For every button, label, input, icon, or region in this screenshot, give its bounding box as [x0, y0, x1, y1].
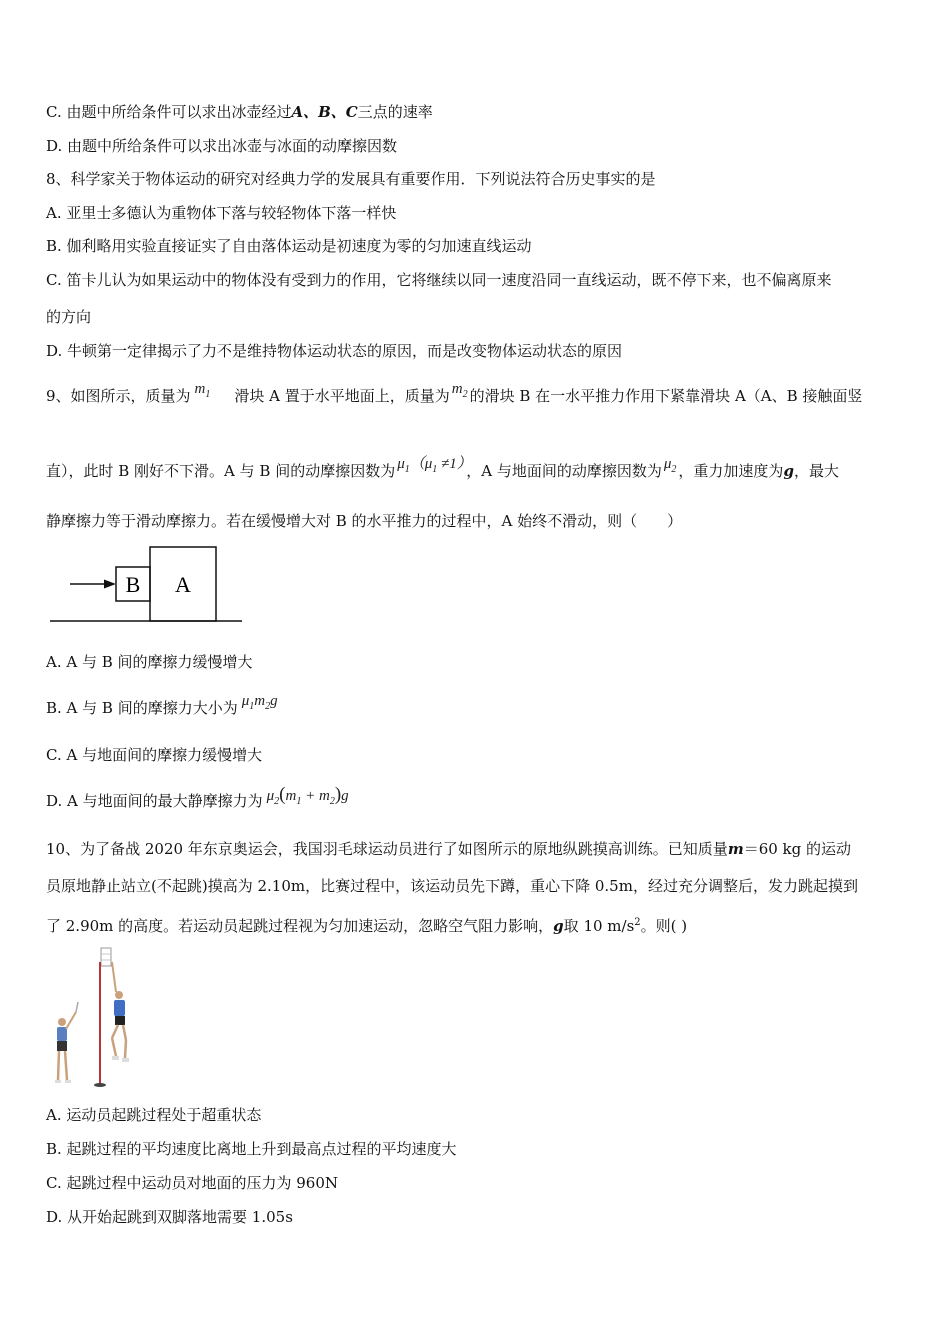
- jump-training-illustration: [46, 940, 146, 1090]
- mass-m2: $m_2$: [451, 381, 468, 400]
- q10-stem-line2: 员原地静止站立(不起跳)摸高为 2.10m，比赛过程中，该运动员先下蹲，重心下降 0.5m，经过充分调整后，发力跳起摸到: [46, 877, 858, 895]
- q8-stem: 8、科学家关于物体运动的研究对经典力学的发展具有重要作用．下列说法符合历史事实的是: [46, 170, 656, 188]
- mass-m1: $m_1$: [194, 381, 211, 400]
- q8-option-b: B. 伽利略用实验直接证实了自由落体运动是初速度为零的匀加速直线运动: [46, 237, 532, 255]
- q9-stem-line3: 静摩擦力等于滑动摩擦力。若在缓慢增大对 B 的水平推力的过程中，A 始终不滑动，则（ ）: [46, 512, 683, 530]
- q8-option-c-line1: C. 笛卡儿认为如果运动中的物体没有受到力的作用，它将继续以同一速度沿同一直线运动，既不停下来，也不偏离原来: [46, 271, 832, 289]
- q9-option-d: D. A 与地面间的最大静摩擦力为 $\mu_2(m_1 + m_2)g$: [46, 784, 349, 810]
- label-b: B: [125, 572, 141, 597]
- q10-option-b: B. 起跳过程的平均速度比离地上升到最高点过程的平均速度大: [46, 1140, 457, 1158]
- q7-option-c: C. 由题中所给条件可以求出冰壶经过A、B、C三点的速率: [46, 103, 433, 121]
- arrowhead-icon: [104, 580, 116, 589]
- standing-athlete-icon: [55, 1002, 78, 1083]
- q8-option-a: A. 亚里士多德认为重物体下落与较轻物体下落一样快: [46, 204, 397, 222]
- mu2: $\mu_2$: [663, 456, 677, 475]
- measuring-board-icon: [101, 948, 111, 966]
- formula-mu2-m1-m2-g: $\mu_2(m_1 + m_2)g$: [266, 784, 349, 807]
- q10-option-d: D. 从开始起跳到双脚落地需要 1.05s: [46, 1208, 293, 1226]
- q10-stem-line1: 10、为了备战 2020 年东京奥运会，我国羽毛球运动员进行了如图所示的原地纵跳摸高训练。已知质量m＝60 kg 的运动: [46, 840, 852, 858]
- q10-option-a: A. 运动员起跳过程处于超重状态: [46, 1106, 262, 1124]
- q7-points: A、B、C: [291, 103, 358, 121]
- jumping-athlete-icon: [112, 962, 129, 1062]
- q9-stem-line1: 9、如图所示，质量为 $m_1$ 滑块 A 置于水平地面上，质量为 $m_2$ 的滑块 B 在一水平推力作用下紧靠滑块 A（A、B 接触面竖: [46, 381, 863, 405]
- q9-option-a: A. A 与 B 间的摩擦力缓慢增大: [46, 653, 253, 671]
- q8-option-d: D. 牛顿第一定律揭示了力不是维持物体运动状态的原因，而是改变物体运动状态的原因: [46, 342, 623, 360]
- formula-mu1-m2-g: $\mu_1m_2g$: [241, 693, 278, 712]
- pole-base-icon: [94, 1083, 106, 1087]
- q9-stem-line2: 直），此时 B 刚好不下滑。A 与 B 间的动摩擦因数为 $\mu_1(\mu_1 \ne 1)$ ，A 与地面间的动摩擦因数为 $\mu_2$ ，重力加速度为g，最大: [46, 456, 839, 480]
- q9-option-b: B. A 与 B 间的摩擦力大小为 $\mu_1m_2g$: [46, 693, 278, 717]
- mu1: $\mu_1(\mu_1 \ne 1)$: [397, 456, 465, 475]
- q10-option-c: C. 起跳过程中运动员对地面的压力为 960N: [46, 1174, 339, 1192]
- q7-option-d: D. 由题中所给条件可以求出冰壶与冰面的动摩擦因数: [46, 137, 398, 155]
- q8-option-c-line2: 的方向: [46, 308, 92, 326]
- q9-option-c: C. A 与地面间的摩擦力缓慢增大: [46, 746, 263, 764]
- q10-stem-line3: 了 2.90m 的高度。若运动员起跳过程视为匀加速运动，忽略空气阻力影响，g取 10 $m/s^2$。则( ): [46, 917, 688, 935]
- block-diagram: [48, 542, 248, 626]
- label-a: A: [175, 572, 191, 597]
